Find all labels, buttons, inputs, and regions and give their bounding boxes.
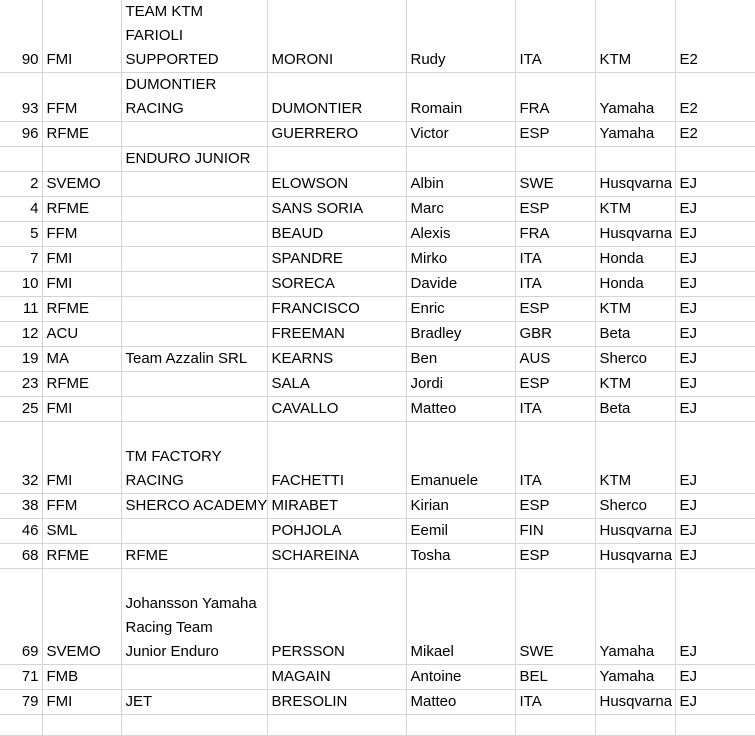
cell-number[interactable]: 38 [0, 494, 42, 519]
cell-team[interactable] [121, 272, 267, 297]
cell-first-name[interactable]: Enric [406, 297, 515, 322]
cell-nationality[interactable]: FRA [515, 73, 595, 122]
cell-federation[interactable]: FMI [42, 422, 121, 494]
table-row [0, 297, 755, 322]
cell-nationality[interactable]: GBR [515, 322, 595, 347]
cell-first-name[interactable] [406, 715, 515, 736]
cell-team[interactable] [121, 0, 267, 73]
team-line: TM FACTORY [125, 448, 222, 465]
cell-motorcycle[interactable]: Honda [595, 247, 675, 272]
cell-motorcycle[interactable]: Husqvarna [595, 222, 675, 247]
cell-nationality[interactable]: ESP [515, 297, 595, 322]
cell-nationality[interactable]: FIN [515, 519, 595, 544]
cell-first-name[interactable]: Kirian [406, 494, 515, 519]
cell-federation[interactable]: SML [42, 519, 121, 544]
cell-class[interactable]: EJ [675, 247, 755, 272]
cell-surname[interactable]: SALA [267, 372, 406, 397]
cell-first-name[interactable] [406, 147, 515, 172]
cell-number[interactable]: 79 [0, 690, 42, 715]
table-row [0, 122, 755, 147]
cell-nationality[interactable]: BEL [515, 665, 595, 690]
cell-surname[interactable]: GUERRERO [267, 122, 406, 147]
table-row [0, 247, 755, 272]
cell-motorcycle[interactable]: KTM [595, 422, 675, 494]
cell-class[interactable]: EJ [675, 544, 755, 569]
cell-team[interactable] [121, 172, 267, 197]
team-line: SUPPORTED [125, 51, 219, 68]
cell-number[interactable]: 71 [0, 665, 42, 690]
table-row [0, 397, 755, 422]
cell-motorcycle[interactable] [595, 715, 675, 736]
cell-class[interactable]: EJ [675, 272, 755, 297]
cell-motorcycle[interactable]: Yamaha [595, 665, 675, 690]
cell-team[interactable] [121, 347, 267, 372]
cell-first-name[interactable]: Bradley [406, 322, 515, 347]
cell-number[interactable]: 5 [0, 222, 42, 247]
cell-surname[interactable]: FRANCISCO [267, 297, 406, 322]
team-line: RFME [125, 547, 168, 564]
cell-surname[interactable]: FACHETTI [267, 422, 406, 494]
cell-team[interactable] [121, 519, 267, 544]
cell-motorcycle[interactable]: Husqvarna [595, 172, 675, 197]
cell-number[interactable]: 23 [0, 372, 42, 397]
cell-class[interactable]: EJ [675, 322, 755, 347]
cell-first-name[interactable]: Rudy [406, 0, 515, 73]
cell-team[interactable] [121, 690, 267, 715]
cell-surname[interactable]: MAGAIN [267, 665, 406, 690]
team-line: ENDURO JUNIOR [125, 150, 251, 167]
table-row [0, 172, 755, 197]
team-line: DUMONTIER [125, 76, 217, 93]
cell-class[interactable]: EJ [675, 347, 755, 372]
cell-number[interactable]: 96 [0, 122, 42, 147]
cell-number[interactable]: 7 [0, 247, 42, 272]
cell-class[interactable]: EJ [675, 297, 755, 322]
cell-federation[interactable] [42, 715, 121, 736]
cell-nationality[interactable]: ITA [515, 397, 595, 422]
cell-class[interactable] [675, 715, 755, 736]
cell-team[interactable] [121, 715, 267, 736]
cell-motorcycle[interactable]: Yamaha [595, 122, 675, 147]
cell-nationality[interactable]: SWE [515, 569, 595, 665]
cell-federation[interactable]: MA [42, 347, 121, 372]
cell-class[interactable]: EJ [675, 422, 755, 494]
cell-nationality[interactable] [515, 147, 595, 172]
cell-number[interactable]: 46 [0, 519, 42, 544]
team-line: SHERCO ACADEMY [125, 497, 268, 514]
cell-class[interactable]: EJ [675, 222, 755, 247]
cell-motorcycle[interactable]: KTM [595, 297, 675, 322]
cell-number[interactable]: 69 [0, 569, 42, 665]
cell-first-name[interactable]: Eemil [406, 519, 515, 544]
cell-first-name[interactable]: Alexis [406, 222, 515, 247]
cell-surname[interactable]: POHJOLA [267, 519, 406, 544]
cell-team[interactable] [121, 222, 267, 247]
table-row [0, 73, 755, 122]
cell-federation[interactable]: FFM [42, 494, 121, 519]
cell-nationality[interactable]: ITA [515, 690, 595, 715]
cell-surname[interactable] [267, 147, 406, 172]
cell-nationality[interactable]: ITA [515, 272, 595, 297]
cell-federation[interactable]: RFME [42, 372, 121, 397]
cell-class[interactable]: EJ [675, 519, 755, 544]
cell-federation[interactable]: FMI [42, 690, 121, 715]
cell-team[interactable] [121, 147, 267, 172]
cell-number[interactable]: 11 [0, 297, 42, 322]
team-line: RACING [125, 472, 184, 489]
table-row [0, 347, 755, 372]
cell-class[interactable]: EJ [675, 197, 755, 222]
cell-first-name[interactable]: Antoine [406, 665, 515, 690]
cell-nationality[interactable]: ITA [515, 422, 595, 494]
cell-class[interactable]: EJ [675, 397, 755, 422]
table-row [0, 715, 755, 736]
cell-number[interactable]: 90 [0, 0, 42, 73]
cell-first-name[interactable]: Albin [406, 172, 515, 197]
cell-team[interactable] [121, 569, 267, 665]
cell-motorcycle[interactable]: Sherco [595, 494, 675, 519]
cell-number[interactable]: 93 [0, 73, 42, 122]
table-row [0, 690, 755, 715]
cell-federation[interactable]: FMI [42, 397, 121, 422]
cell-first-name[interactable]: Victor [406, 122, 515, 147]
cell-surname[interactable]: MIRABET [267, 494, 406, 519]
cell-nationality[interactable]: ITA [515, 247, 595, 272]
cell-federation[interactable]: FMI [42, 0, 121, 73]
cell-nationality[interactable]: FRA [515, 222, 595, 247]
cell-team[interactable] [121, 73, 267, 122]
cell-first-name[interactable]: Ben [406, 347, 515, 372]
cell-federation[interactable]: ACU [42, 322, 121, 347]
cell-nationality[interactable]: ESP [515, 494, 595, 519]
table-row [0, 222, 755, 247]
cell-first-name[interactable]: Romain [406, 73, 515, 122]
cell-number[interactable] [0, 147, 42, 172]
table-row [0, 147, 755, 172]
cell-team[interactable] [121, 322, 267, 347]
cell-surname[interactable]: MORONI [267, 0, 406, 73]
cell-federation[interactable]: FFM [42, 73, 121, 122]
cell-surname[interactable]: ELOWSON [267, 172, 406, 197]
cell-nationality[interactable]: ESP [515, 372, 595, 397]
cell-surname[interactable]: BRESOLIN [267, 690, 406, 715]
cell-team[interactable] [121, 422, 267, 494]
cell-first-name[interactable]: Marc [406, 197, 515, 222]
cell-team[interactable] [121, 544, 267, 569]
cell-motorcycle[interactable]: Yamaha [595, 73, 675, 122]
cell-nationality[interactable]: ESP [515, 544, 595, 569]
cell-first-name[interactable]: Emanuele [406, 422, 515, 494]
cell-surname[interactable]: KEARNS [267, 347, 406, 372]
cell-first-name[interactable]: Jordi [406, 372, 515, 397]
cell-federation[interactable]: FMI [42, 247, 121, 272]
cell-federation[interactable]: RFME [42, 122, 121, 147]
cell-number[interactable]: 10 [0, 272, 42, 297]
table-row [0, 544, 755, 569]
cell-motorcycle[interactable]: Husqvarna [595, 519, 675, 544]
cell-federation[interactable] [42, 147, 121, 172]
cell-number[interactable]: 19 [0, 347, 42, 372]
cell-motorcycle[interactable]: KTM [595, 197, 675, 222]
cell-first-name[interactable]: Matteo [406, 397, 515, 422]
cell-surname[interactable]: SPANDRE [267, 247, 406, 272]
team-line: TEAM KTM [125, 3, 203, 20]
table-row [0, 322, 755, 347]
cell-federation[interactable]: FMI [42, 272, 121, 297]
cell-team[interactable] [121, 197, 267, 222]
cell-team[interactable] [121, 397, 267, 422]
cell-nationality[interactable]: SWE [515, 172, 595, 197]
table-row [0, 569, 755, 665]
cell-motorcycle[interactable]: Honda [595, 272, 675, 297]
cell-motorcycle[interactable]: Husqvarna [595, 690, 675, 715]
table-row [0, 272, 755, 297]
cell-class[interactable]: EJ [675, 665, 755, 690]
cell-surname[interactable]: BEAUD [267, 222, 406, 247]
cell-class[interactable]: EJ [675, 372, 755, 397]
cell-federation[interactable]: SVEMO [42, 172, 121, 197]
cell-number[interactable]: 25 [0, 397, 42, 422]
cell-motorcycle[interactable]: Husqvarna [595, 544, 675, 569]
table-row [0, 372, 755, 397]
cell-nationality[interactable]: ESP [515, 197, 595, 222]
cell-motorcycle[interactable]: Yamaha [595, 569, 675, 665]
cell-nationality[interactable]: ITA [515, 0, 595, 73]
cell-motorcycle[interactable]: KTM [595, 372, 675, 397]
cell-first-name[interactable]: Tosha [406, 544, 515, 569]
table-row [0, 0, 755, 73]
cell-first-name[interactable]: Matteo [406, 690, 515, 715]
cell-federation[interactable]: FFM [42, 222, 121, 247]
cell-motorcycle[interactable] [595, 147, 675, 172]
cell-federation[interactable]: RFME [42, 297, 121, 322]
cell-team[interactable] [121, 665, 267, 690]
cell-first-name[interactable]: Mikael [406, 569, 515, 665]
cell-motorcycle[interactable]: KTM [595, 0, 675, 73]
cell-surname[interactable] [267, 715, 406, 736]
cell-first-name[interactable]: Davide [406, 272, 515, 297]
cell-surname[interactable]: DUMONTIER [267, 73, 406, 122]
cell-federation[interactable]: RFME [42, 544, 121, 569]
cell-motorcycle[interactable]: Beta [595, 397, 675, 422]
cell-team[interactable] [121, 494, 267, 519]
cell-number[interactable]: 4 [0, 197, 42, 222]
team-line: JET [125, 693, 153, 710]
cell-team[interactable] [121, 122, 267, 147]
cell-class[interactable]: EJ [675, 569, 755, 665]
cell-class[interactable]: EJ [675, 172, 755, 197]
table-row [0, 519, 755, 544]
cell-team[interactable] [121, 297, 267, 322]
cell-team[interactable] [121, 247, 267, 272]
cell-motorcycle[interactable]: Beta [595, 322, 675, 347]
cell-nationality[interactable]: AUS [515, 347, 595, 372]
cell-nationality[interactable]: ESP [515, 122, 595, 147]
cell-federation[interactable]: RFME [42, 197, 121, 222]
cell-first-name[interactable]: Mirko [406, 247, 515, 272]
cell-team[interactable] [121, 372, 267, 397]
table-row [0, 422, 755, 494]
table-row [0, 665, 755, 690]
team-line: FARIOLI [125, 27, 184, 44]
cell-motorcycle[interactable]: Sherco [595, 347, 675, 372]
table-row [0, 197, 755, 222]
cell-class[interactable] [675, 147, 755, 172]
cell-number[interactable]: 12 [0, 322, 42, 347]
cell-surname[interactable]: SORECA [267, 272, 406, 297]
cell-nationality[interactable] [515, 715, 595, 736]
team-line: Junior Enduro [125, 643, 219, 660]
cell-class[interactable]: EJ [675, 690, 755, 715]
cell-federation[interactable]: SVEMO [42, 569, 121, 665]
cell-number[interactable]: 2 [0, 172, 42, 197]
table-row [0, 494, 755, 519]
cell-surname[interactable]: CAVALLO [267, 397, 406, 422]
team-line: RACING [125, 100, 184, 117]
cell-number[interactable] [0, 715, 42, 736]
cell-class[interactable]: E2 [675, 73, 755, 122]
cell-federation[interactable]: FMB [42, 665, 121, 690]
cell-surname[interactable]: PERSSON [267, 569, 406, 665]
cell-class[interactable]: E2 [675, 0, 755, 73]
cell-number[interactable]: 32 [0, 422, 42, 494]
cell-surname[interactable]: SANS SORIA [267, 197, 406, 222]
cell-surname[interactable]: SCHAREINA [267, 544, 406, 569]
team-line: Johansson Yamaha [125, 595, 257, 612]
cell-class[interactable]: E2 [675, 122, 755, 147]
cell-class[interactable]: EJ [675, 494, 755, 519]
team-line: Racing Team [125, 619, 213, 636]
cell-number[interactable]: 68 [0, 544, 42, 569]
team-line: Team Azzalin SRL [125, 350, 248, 367]
cell-surname[interactable]: FREEMAN [267, 322, 406, 347]
